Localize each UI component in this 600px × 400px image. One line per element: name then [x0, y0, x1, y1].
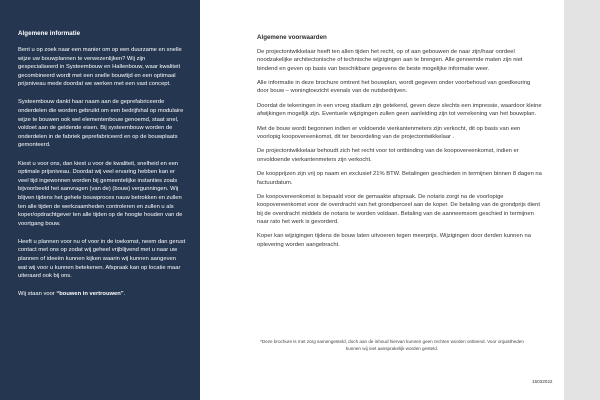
- slogan-prefix: Wij staan voor: [18, 291, 57, 298]
- terms-paragraph-7: De koopovereenkomst is bepaald voor de gemaakte afspraak. De notaris zorgt na de voorlopige koopovereenkomst voor de overdracht van het grondperceel aan de koper. De betaling van de grondprijs dient bij de overdracht middels de notaris te worden voldaan. Betaling van de aanneemsom geschied in termijnen naar rato het werk is gevorderd.: [257, 193, 540, 225]
- page-gutter: [564, 0, 600, 400]
- disclaimer-footnote: *Deze brochure is met zorg samengesteld, doch aan de inhoud hiervan kunnen geen rechten worden ontleend. Voor onjuistheden kunnen wij niet aansprakelijk worden gesteld.: [260, 339, 524, 351]
- slogan-emphasis: “bouwen in vertrouwen”: [56, 291, 124, 298]
- terms-paragraph-1: De projectontwikkelaar heeft ten allen tijden het recht, op of aan gebouwen de naar zijn/haar oordeel noodzakelijke architectonische of technische wijzigingen aan te brengen. Alle genoemde maten zijn niet bindend en geven op basis van beschikbare gegevens de beste mogelijke informatie weer.: [257, 49, 523, 72]
- terms-paragraph-3: Doordat de tekeningen in een vroeg stadium zijn getekend, geven deze slechts een impressie, waardoor kleine afwijkingen mogelijk zijn. Eventuele wijzigingen zullen geen aanleiding zijn tot verrekening van het bouwplan.: [257, 102, 542, 118]
- terms-paragraph-5: De projectontwikkelaar behoudt zich het recht voor tot ontbinding van de koopovereenkomst, indien er onvoldoende vierkantenmeters zijn verkocht.: [257, 148, 519, 163]
- slogan-line: [18, 290, 186, 299]
- general-info-paragraph-2: Systeembouw dankt haar naam aan de geprefabriceerde onderdelen die worden gebruikt om een bedrijfshal op modulaire wijze te bouwen ook wel elementenbouw genoemd, staat snel, voldoet aan de geldende eisen. Bij systeembouw worden de onderdelen in de fabriek geprefabriceerd en op de bouwplaats gemonteerd.: [18, 99, 184, 149]
- terms-paragraph-2: Alle informatie in deze brochure omtrent het bouwplan, wordt gegeven onder voorbehoud van goedkeuring door bouw – woningtoezicht evenals van de nutsbedrijven.: [257, 80, 531, 95]
- document-code: 15032022: [532, 379, 553, 384]
- terms-paragraph-6: De koopprijzen zijn vrij op naam en exclusief 21% BTW. Betalingen geschieden in termijnen binnen 8 dagen na factuurdatum.: [257, 171, 542, 186]
- general-info-panel: [0, 0, 200, 400]
- terms-paragraph-4: Met de bouw wordt begonnen indien er voldoende vierkantenmeters zijn verkocht, dit op basis van een voorlopig koopovereenkomst, dit ter beoordeling van de projectontwikkelaar .: [257, 125, 521, 140]
- general-info-paragraph-4: Heeft u plannen voor nu of voor in de toekomst, neem dan gerust contact met ons op zodat wij geheel vrijblijvend met u naar uw plannen of ideeën kunnen kijken waarin wij kunnen aangeven wat wij voor u kunnen betekenen. Afspraak kan op locatie maar uiteraard ook bij ons.: [18, 238, 186, 280]
- general-info-paragraph-3: Kiest u voor ons, dan kiest u voor de kwaliteit, snelheid en een optimale prijsniveau. Doordat wij veel ervaring hebben kan er veel tijd ingewonnen worden bij gemeentelijke instanties zoals bijvoorbeeld het aanvragen (van de) (bouw) vergunningen. Wij blijven tijdens het gehele bouwproces nauw betrokken en zullen ten alle tijden de werkzaamheden controleren en zullen u als koper/opdrachtgever ten alle tijden op de hoogte houden van de voortgang bouw.: [18, 160, 183, 227]
- terms-paragraph-8: Koper kan wijzigingen tijdens de bouw laten uitvoeren tegen meerprijs. Wijzigingen door derden kunnen na oplevering worden aangebracht.: [257, 233, 531, 248]
- slogan-suffix: .: [123, 291, 126, 298]
- terms-heading: Algemene voorwaarden: [257, 34, 327, 41]
- general-info-paragraph-1: Bent u op zoek naar een manier om op een duurzame en snelle wijze uw bouwplannen te verwezenlijken? Wij zijn gespecialiseerd in Systeembouw en Hallenbouw, waar kwaliteit gecombineerd wordt met een snelle bouwtijd en een optimaal prijsniveau mede doordat we werken met een vast concept.: [18, 47, 182, 88]
- general-info-heading: Algemene informatie: [18, 30, 81, 37]
